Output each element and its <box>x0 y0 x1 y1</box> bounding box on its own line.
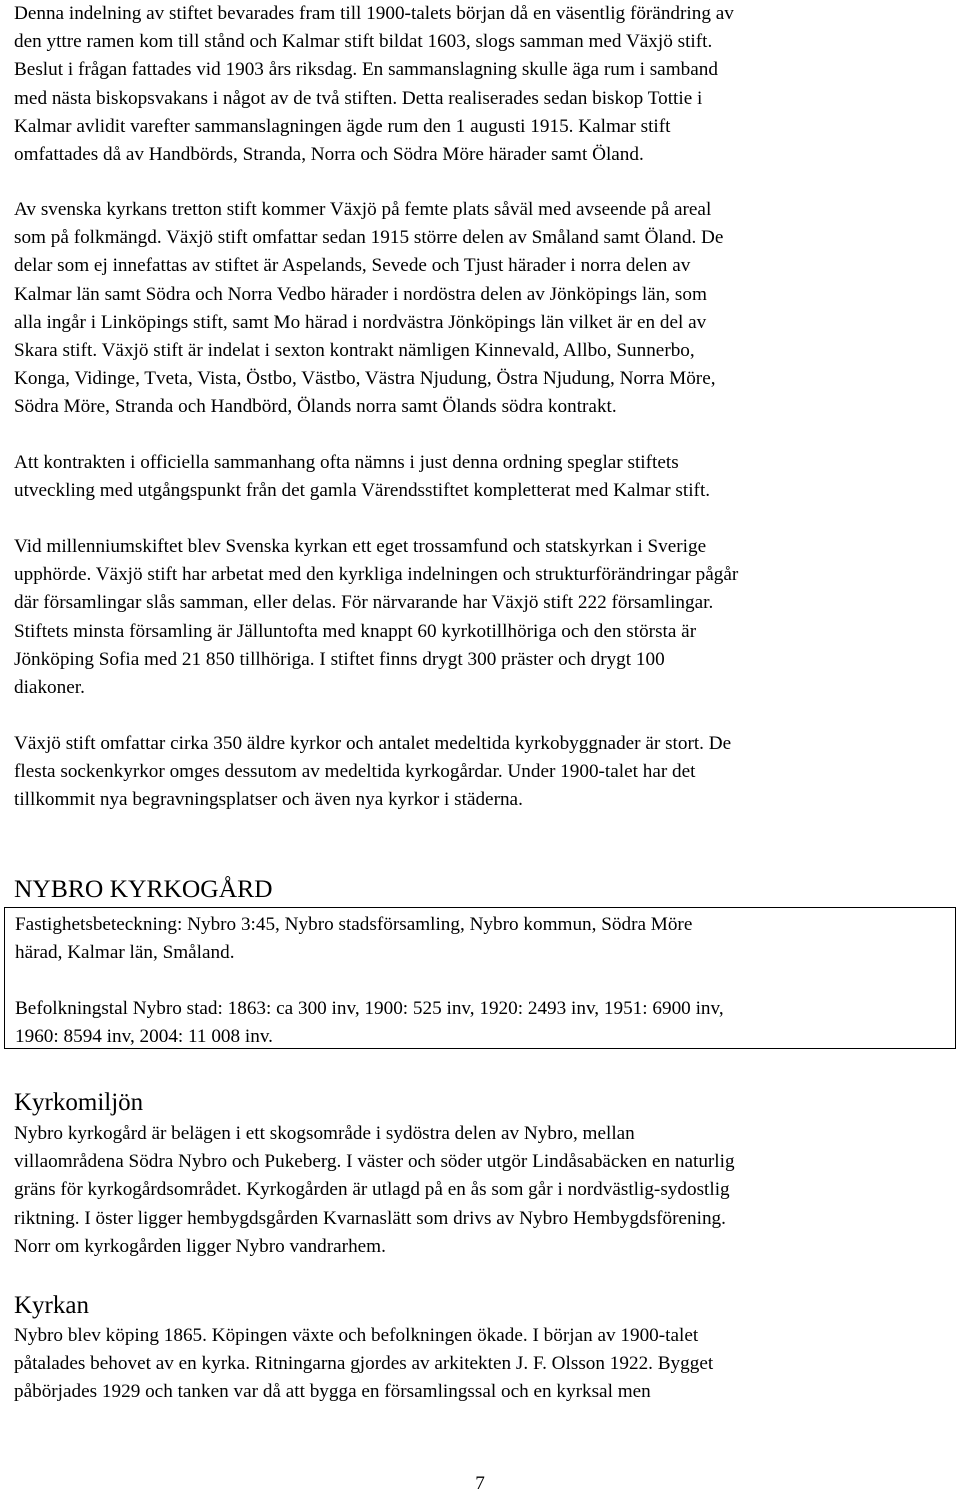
kyrkomiljon-paragraph <box>14 1120 954 1261</box>
text-line: påbörjades 1929 och tanken var då att bygga en församlingssal och en kyrksal men <box>14 1381 651 1403</box>
text-line: delar som ej innefattas av stiftet är Aspelands, Sevede och Tjust härader i norra delen av <box>14 255 691 277</box>
text-line: Nybro kyrkogård är belägen i ett skogsområde i sydöstra delen av Nybro, mellan <box>14 1123 635 1144</box>
intro-paragraph-4 <box>14 533 954 702</box>
intro-paragraph-2 <box>14 196 954 422</box>
text-line: alla ingår i Linköpings stift, samt Mo härad i nordvästra Jönköpings län vilket är en del av <box>14 311 707 333</box>
section-title: NYBRO KYRKOGÅRD <box>14 874 273 903</box>
text-line: flesta sockenkyrkor omges dessutom av medeltida kyrkogårdar. Under 1900-talet har det <box>14 761 696 783</box>
text-line: Nybro blev köping 1865. Köpingen växte och befolkningen ökade. I början av 1900-talet <box>14 1325 699 1346</box>
text-line: som på folkmängd. Växjö stift omfattar sedan 1915 större delen av Småland samt Öland. De <box>14 227 724 249</box>
text-line: Stiftets minsta församling är Jälluntofta med knappt 60 kyrkotillhöriga och den största är <box>14 620 697 642</box>
text-line: härad, Kalmar län, Småland. <box>15 942 235 964</box>
intro-paragraph-1 <box>14 0 954 169</box>
text-line: Norr om kyrkogården ligger Nybro vandrarhem. <box>14 1235 386 1257</box>
text-line: villaområdena Södra Nybro och Pukeberg. I väster och söder utgör Lindåsabäcken en naturlig <box>14 1151 735 1173</box>
page-number: 7 <box>475 1473 485 1494</box>
text-line: Vid millenniumskiftet blev Svenska kyrkan ett eget trossamfund och statskyrkan i Sverige <box>14 536 707 557</box>
text-line: Södra Möre, Stranda och Handbörd, Ölands norra samt Ölands södra kontrakt. <box>14 396 617 418</box>
property-info-box <box>4 907 956 1049</box>
text-line: påtalades behovet av en kyrka. Ritningarna gjordes av arkitekten J. F. Olsson 1922. Bygget <box>14 1353 714 1375</box>
text-line: där församlingar slås samman, eller delas. För närvarande har Växjö stift 222 församlingar. <box>14 592 714 614</box>
text-line: gräns för kyrkogårdsområdet. Kyrkogården är utlagd på en ås som går i nordvästlig-sydostlig <box>14 1179 730 1201</box>
heading-kyrkomiljon: Kyrkomiljön <box>14 1089 144 1116</box>
text-line: Denna indelning av stiftet bevarades fram till 1900-talets början då en väsentlig förändring av <box>14 3 734 24</box>
text-line: Konga, Vidinge, Tveta, Vista, Östbo, Västbo, Västra Njudung, Östra Njudung, Norra Möre, <box>14 368 716 390</box>
text-line: Kalmar län samt Södra och Norra Vedbo härader i nordöstra delen av Jönköpings län, som <box>14 283 707 305</box>
text-line: Kalmar avlidit varefter sammanslagningen ägde rum den 1 augusti 1915. Kalmar stift <box>14 115 671 137</box>
text-line: Fastighetsbeteckning: Nybro 3:45, Nybro stadsförsamling, Nybro kommun, Södra Möre <box>15 914 693 935</box>
text-line: Skara stift. Växjö stift är indelat i sexton kontrakt nämligen Kinnevald, Allbo, Sunnerbo, <box>14 340 695 362</box>
text-line: riktning. I öster ligger hembygdsgården Kvarnaslätt som drivs av Nybro Hembygdsförening. <box>14 1207 726 1229</box>
text-line: 1960: 8594 inv, 2004: 11 008 inv. <box>15 1026 273 1048</box>
text-line: omfattades då av Handbörds, Stranda, Norra och Södra Möre härader samt Öland. <box>14 144 644 166</box>
text-line: tillkommit nya begravningsplatser och även nya kyrkor i städerna. <box>14 789 523 811</box>
heading-kyrkan: Kyrkan <box>14 1292 89 1319</box>
text-line: den yttre ramen kom till stånd och Kalmar stift bildat 1603, slogs samman med Växjö stift. <box>14 31 713 53</box>
text-line: Beslut i frågan fattades vid 1903 års riksdag. En sammanslagning skulle äga rum i samband <box>14 59 718 81</box>
text-line: Jönköping Sofia med 21 850 tillhöriga. I stiftet finns drygt 300 präster och drygt 100 <box>14 648 665 670</box>
population-figures <box>15 995 945 1051</box>
text-line: Av svenska kyrkans tretton stift kommer Växjö på femte plats såväl med avseende på areal <box>14 199 712 220</box>
intro-paragraph-5 <box>14 730 954 815</box>
text-line: med nästa biskopsvakans i något av de två stiften. Detta realiserades sedan biskop Tottie i <box>14 87 703 109</box>
text-line: Att kontrakten i officiella sammanhang ofta nämns i just denna ordning speglar stiftets <box>14 452 679 473</box>
kyrkan-paragraph <box>14 1322 954 1407</box>
text-line: diakoner. <box>14 677 85 699</box>
text-line: utveckling med utgångspunkt från det gamla Värendsstiftet kompletterat med Kalmar stift. <box>14 480 711 502</box>
intro-paragraph-3 <box>14 449 954 505</box>
text-line: upphörde. Växjö stift har arbetat med den kyrkliga indelningen och strukturförändringar pågår <box>14 564 739 586</box>
property-designation <box>15 911 945 967</box>
text-line: Växjö stift omfattar cirka 350 äldre kyrkor och antalet medeltida kyrkobyggnader är stort. De <box>14 733 732 754</box>
text-line: Befolkningstal Nybro stad: 1863: ca 300 inv, 1900: 525 inv, 1920: 2493 inv, 1951: 6900 inv, <box>15 998 724 1019</box>
